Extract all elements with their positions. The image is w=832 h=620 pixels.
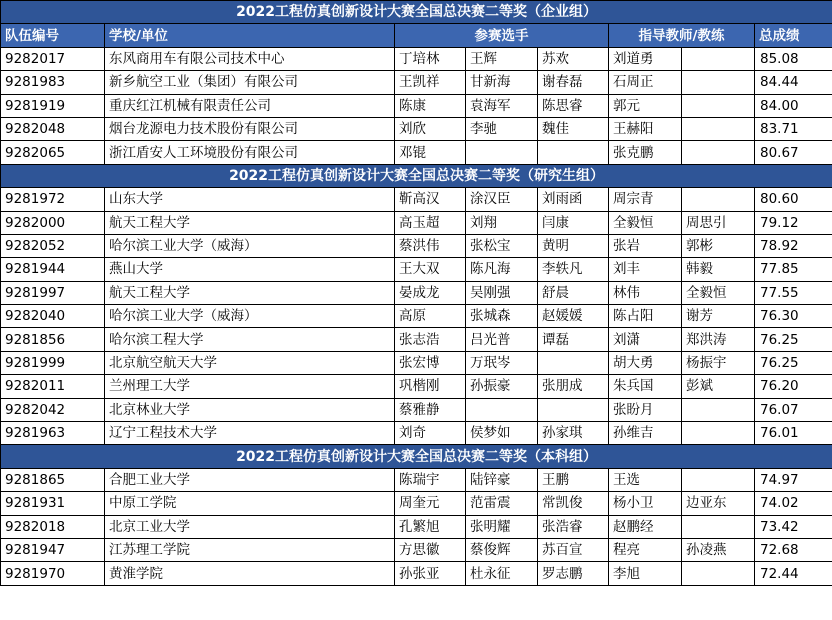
student-2-cell: 吕光普 (466, 328, 538, 351)
student-2-cell: 张明耀 (466, 515, 538, 538)
school-cell: 黄淮学院 (105, 562, 395, 585)
score-cell: 77.55 (755, 281, 832, 304)
student-2-cell: 袁海军 (466, 94, 538, 117)
score-cell: 84.00 (755, 94, 832, 117)
school-cell: 哈尔滨工业大学（威海） (105, 305, 395, 328)
advisor-1-cell: 刘道勇 (609, 47, 682, 70)
team-id-cell: 9282000 (1, 211, 105, 234)
school-cell: 辽宁工程技术大学 (105, 422, 395, 445)
student-2-cell: 李驰 (466, 117, 538, 140)
student-1-cell: 王凯祥 (395, 71, 466, 94)
school-cell: 江苏理工学院 (105, 538, 395, 561)
school-cell: 新乡航空工业（集团）有限公司 (105, 71, 395, 94)
student-3-cell: 赵媛媛 (538, 305, 609, 328)
advisor-1-cell: 林伟 (609, 281, 682, 304)
student-1-cell: 方思徽 (395, 538, 466, 561)
team-id-cell: 9281972 (1, 188, 105, 211)
advisor-2-cell: 韩毅 (682, 258, 755, 281)
student-2-cell: 万珉岑 (466, 351, 538, 374)
table-row (1, 492, 832, 515)
table-row (1, 71, 832, 94)
advisor-2-cell (682, 468, 755, 491)
score-cell: 84.44 (755, 71, 832, 94)
advisor-1-cell: 全毅恒 (609, 211, 682, 234)
table-row (1, 538, 832, 561)
student-1-cell: 刘欣 (395, 117, 466, 140)
student-1-cell: 高原 (395, 305, 466, 328)
team-id-cell: 9281919 (1, 94, 105, 117)
header-advisors: 指导教师/教练 (609, 24, 755, 47)
score-cell: 76.07 (755, 398, 832, 421)
student-3-cell: 闫康 (538, 211, 609, 234)
team-id-cell: 9282052 (1, 234, 105, 257)
score-cell: 78.92 (755, 234, 832, 257)
student-1-cell: 蔡雅静 (395, 398, 466, 421)
student-1-cell: 陈康 (395, 94, 466, 117)
team-id-cell: 9281997 (1, 281, 105, 304)
student-3-cell: 张浩睿 (538, 515, 609, 538)
student-1-cell: 高玉超 (395, 211, 466, 234)
score-cell: 74.02 (755, 492, 832, 515)
advisor-1-cell: 张克鹏 (609, 141, 682, 164)
student-3-cell: 张朋成 (538, 375, 609, 398)
student-2-cell: 涂汉臣 (466, 188, 538, 211)
advisor-1-cell: 刘潇 (609, 328, 682, 351)
team-id-cell: 9282042 (1, 398, 105, 421)
table-row (1, 422, 832, 445)
student-3-cell (538, 351, 609, 374)
student-1-cell: 张志浩 (395, 328, 466, 351)
student-2-cell: 陈凡海 (466, 258, 538, 281)
advisor-2-cell: 全毅恒 (682, 281, 755, 304)
student-3-cell: 谢春磊 (538, 71, 609, 94)
student-1-cell: 丁培林 (395, 47, 466, 70)
advisor-1-cell: 周宗青 (609, 188, 682, 211)
student-3-cell: 李轶凡 (538, 258, 609, 281)
student-2-cell: 范雷震 (466, 492, 538, 515)
table-row (1, 94, 832, 117)
header-score: 总成绩 (755, 24, 832, 47)
table-row (1, 117, 832, 140)
advisor-2-cell: 彭斌 (682, 375, 755, 398)
table-row (1, 328, 832, 351)
table-row (1, 305, 832, 328)
student-2-cell (466, 141, 538, 164)
table-row (1, 375, 832, 398)
advisor-1-cell: 朱兵国 (609, 375, 682, 398)
advisor-1-cell: 张盼月 (609, 398, 682, 421)
team-id-cell: 9281944 (1, 258, 105, 281)
student-3-cell: 王鹏 (538, 468, 609, 491)
student-1-cell: 张宏博 (395, 351, 466, 374)
table-row (1, 468, 832, 491)
score-cell: 76.20 (755, 375, 832, 398)
student-1-cell: 孔繁旭 (395, 515, 466, 538)
advisor-2-cell (682, 141, 755, 164)
student-1-cell: 邓锟 (395, 141, 466, 164)
school-cell: 北京工业大学 (105, 515, 395, 538)
school-cell: 航天工程大学 (105, 211, 395, 234)
student-3-cell: 魏佳 (538, 117, 609, 140)
school-cell: 烟台龙源电力技术股份有限公司 (105, 117, 395, 140)
advisor-2-cell: 郑洪涛 (682, 328, 755, 351)
school-cell: 重庆红江机械有限责任公司 (105, 94, 395, 117)
section-title: 2022工程仿真创新设计大赛全国总决赛二等奖（研究生组） (1, 164, 832, 187)
student-2-cell: 陆锌豪 (466, 468, 538, 491)
advisor-2-cell: 谢芳 (682, 305, 755, 328)
student-3-cell: 苏欢 (538, 47, 609, 70)
advisor-1-cell: 王选 (609, 468, 682, 491)
table-row (1, 234, 832, 257)
table-row (1, 351, 832, 374)
advisor-1-cell: 杨小卫 (609, 492, 682, 515)
team-id-cell: 9281931 (1, 492, 105, 515)
table-row (1, 515, 832, 538)
student-2-cell (466, 398, 538, 421)
advisor-1-cell: 赵鹏经 (609, 515, 682, 538)
score-cell: 79.12 (755, 211, 832, 234)
header-school: 学校/单位 (105, 24, 395, 47)
score-cell: 80.67 (755, 141, 832, 164)
school-cell: 燕山大学 (105, 258, 395, 281)
team-id-cell: 9282018 (1, 515, 105, 538)
school-cell: 浙江盾安人工环境股份有限公司 (105, 141, 395, 164)
student-3-cell: 孙家琪 (538, 422, 609, 445)
table-row (1, 281, 832, 304)
student-3-cell (538, 141, 609, 164)
advisor-2-cell (682, 515, 755, 538)
student-2-cell: 甘新海 (466, 71, 538, 94)
advisor-1-cell: 胡大勇 (609, 351, 682, 374)
student-1-cell: 巩楷刚 (395, 375, 466, 398)
score-cell: 83.71 (755, 117, 832, 140)
score-cell: 76.30 (755, 305, 832, 328)
student-1-cell: 陈瑞宇 (395, 468, 466, 491)
section-title-row (1, 164, 832, 187)
student-3-cell: 罗志鹏 (538, 562, 609, 585)
student-3-cell: 黄明 (538, 234, 609, 257)
team-id-cell: 9282011 (1, 375, 105, 398)
advisor-1-cell: 李旭 (609, 562, 682, 585)
student-2-cell: 张城森 (466, 305, 538, 328)
student-3-cell: 谭磊 (538, 328, 609, 351)
student-1-cell: 靳高汉 (395, 188, 466, 211)
school-cell: 中原工学院 (105, 492, 395, 515)
score-cell: 76.25 (755, 351, 832, 374)
student-1-cell: 蔡洪伟 (395, 234, 466, 257)
student-1-cell: 孙张亚 (395, 562, 466, 585)
student-3-cell: 舒晨 (538, 281, 609, 304)
advisor-2-cell: 郭彬 (682, 234, 755, 257)
team-id-cell: 9281970 (1, 562, 105, 585)
student-2-cell: 王辉 (466, 47, 538, 70)
advisor-2-cell (682, 71, 755, 94)
advisor-1-cell: 孙维吉 (609, 422, 682, 445)
advisor-2-cell (682, 188, 755, 211)
advisor-2-cell: 周思引 (682, 211, 755, 234)
advisor-2-cell (682, 47, 755, 70)
advisor-2-cell: 杨振宇 (682, 351, 755, 374)
student-3-cell (538, 398, 609, 421)
team-id-cell: 9281947 (1, 538, 105, 561)
student-2-cell: 孙振豪 (466, 375, 538, 398)
school-cell: 北京航空航天大学 (105, 351, 395, 374)
school-cell: 航天工程大学 (105, 281, 395, 304)
header-team-id: 队伍编号 (1, 24, 105, 47)
score-cell: 80.60 (755, 188, 832, 211)
advisor-2-cell (682, 398, 755, 421)
student-3-cell: 苏百宣 (538, 538, 609, 561)
advisor-2-cell (682, 94, 755, 117)
student-2-cell: 蔡俊辉 (466, 538, 538, 561)
section-title: 2022工程仿真创新设计大赛全国总决赛二等奖（企业组） (1, 1, 832, 24)
score-cell: 72.68 (755, 538, 832, 561)
advisor-2-cell (682, 562, 755, 585)
table-row (1, 47, 832, 70)
team-id-cell: 9281865 (1, 468, 105, 491)
team-id-cell: 9282065 (1, 141, 105, 164)
team-id-cell: 9282048 (1, 117, 105, 140)
school-cell: 合肥工业大学 (105, 468, 395, 491)
score-cell: 85.08 (755, 47, 832, 70)
school-cell: 山东大学 (105, 188, 395, 211)
score-cell: 73.42 (755, 515, 832, 538)
team-id-cell: 9281983 (1, 71, 105, 94)
school-cell: 北京林业大学 (105, 398, 395, 421)
student-2-cell: 吴刚强 (466, 281, 538, 304)
school-cell: 哈尔滨工业大学（威海） (105, 234, 395, 257)
advisor-1-cell: 郭元 (609, 94, 682, 117)
score-cell: 72.44 (755, 562, 832, 585)
advisor-1-cell: 石周正 (609, 71, 682, 94)
student-2-cell: 张松宝 (466, 234, 538, 257)
team-id-cell: 9281999 (1, 351, 105, 374)
team-id-cell: 9282017 (1, 47, 105, 70)
student-3-cell: 常凯俊 (538, 492, 609, 515)
student-2-cell: 侯梦如 (466, 422, 538, 445)
section-title-row (1, 445, 832, 468)
team-id-cell: 9281963 (1, 422, 105, 445)
table-row (1, 562, 832, 585)
advisor-1-cell: 王赫阳 (609, 117, 682, 140)
student-1-cell: 周奎元 (395, 492, 466, 515)
table-row (1, 258, 832, 281)
student-3-cell: 刘雨函 (538, 188, 609, 211)
team-id-cell: 9282040 (1, 305, 105, 328)
advisor-1-cell: 刘丰 (609, 258, 682, 281)
table-row (1, 211, 832, 234)
school-cell: 哈尔滨工程大学 (105, 328, 395, 351)
advisor-2-cell: 边亚东 (682, 492, 755, 515)
advisor-1-cell: 张岩 (609, 234, 682, 257)
student-1-cell: 王大双 (395, 258, 466, 281)
advisor-2-cell: 孙凌燕 (682, 538, 755, 561)
team-id-cell: 9281856 (1, 328, 105, 351)
header-students: 参赛选手 (395, 24, 609, 47)
section-title: 2022工程仿真创新设计大赛全国总决赛二等奖（本科组） (1, 445, 832, 468)
score-cell: 74.97 (755, 468, 832, 491)
advisor-1-cell: 陈占阳 (609, 305, 682, 328)
score-cell: 76.25 (755, 328, 832, 351)
student-2-cell: 刘翔 (466, 211, 538, 234)
column-header-row (1, 24, 832, 47)
student-2-cell: 杜永征 (466, 562, 538, 585)
school-cell: 兰州理工大学 (105, 375, 395, 398)
table-row (1, 398, 832, 421)
student-3-cell: 陈思睿 (538, 94, 609, 117)
section-title-row (1, 1, 832, 24)
student-1-cell: 晏成龙 (395, 281, 466, 304)
score-cell: 76.01 (755, 422, 832, 445)
score-cell: 77.85 (755, 258, 832, 281)
advisor-2-cell (682, 117, 755, 140)
table-row (1, 141, 832, 164)
table-row (1, 188, 832, 211)
advisor-1-cell: 程亮 (609, 538, 682, 561)
student-1-cell: 刘奇 (395, 422, 466, 445)
school-cell: 东风商用车有限公司技术中心 (105, 47, 395, 70)
advisor-2-cell (682, 422, 755, 445)
